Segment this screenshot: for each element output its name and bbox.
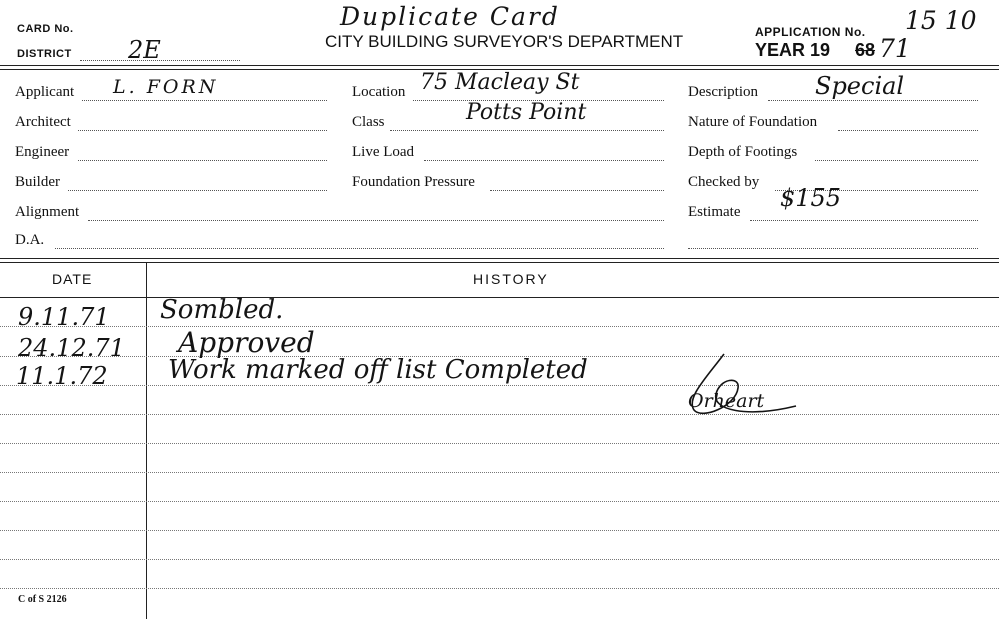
signature: Orheart [688,390,765,412]
form-code: C of S 2126 [18,594,67,605]
blank-line-right [688,248,978,249]
card-no-label: CARD No. [17,23,74,35]
location-value: 75 Macleay St [420,70,580,95]
year-struck-digits: 68 [855,40,876,60]
nature-of-foundation-label: Nature of Foundation [688,114,818,130]
history-entry-1: Sombled. [160,295,284,325]
history-rule-top [0,258,999,259]
alignment-line [88,220,664,221]
history-ruled-line [0,559,999,560]
year-label: YEAR 19 [755,40,831,60]
duplicate-card-note: Duplicate Card [340,2,560,31]
history-entry-2: Approved [178,326,315,359]
estimate-value: $155 [780,184,842,212]
applicant-label: Applicant [15,84,75,100]
architect-line [78,130,327,131]
history-rule-second [0,262,999,263]
description-label: Description [688,84,758,100]
class-value: Potts Point [466,100,587,125]
history-ruled-line [0,326,999,327]
foundation-pressure-label: Foundation Pressure [352,174,475,190]
history-date-2: 24.12.71 [18,334,125,362]
history-ruled-line [0,443,999,444]
history-date-3: 11.1.72 [16,362,108,390]
depth-of-footings-line [815,160,978,161]
depth-of-footings-label: Depth of Footings [688,144,798,160]
history-ruled-line [0,414,999,415]
alignment-label: Alignment [15,204,80,220]
history-entry-3: Work marked off list Completed [168,355,588,385]
live-load-label: Live Load [352,144,415,160]
class-line [390,130,664,131]
department-title: CITY BUILDING SURVEYOR'S DEPARTMENT [325,32,684,51]
application-value: 15 10 [905,6,977,35]
history-header-bottom-rule [0,297,999,298]
description-value: Special [815,72,905,100]
history-ruled-line [0,530,999,531]
builder-line [68,190,327,191]
builder-label: Builder [15,174,60,190]
date-header: DATE [52,271,93,287]
history-ruled-line [0,385,999,386]
date-column-divider [146,262,147,619]
history-ruled-line [0,501,999,502]
engineer-label: Engineer [15,144,70,160]
application-label: APPLICATION No. [755,25,866,39]
applicant-line [82,100,327,101]
signature-flourish [676,348,806,428]
estimate-line [750,220,978,221]
history-ruled-line [0,588,999,589]
applicant-value: L. FORN [113,76,219,98]
architect-label: Architect [15,114,71,130]
class-label: Class [352,114,385,130]
header-rule-top [0,65,999,66]
location-label: Location [352,84,406,100]
year-value: 71 [879,34,911,63]
estimate-label: Estimate [688,204,741,220]
da-label: D.A. [15,232,45,248]
history-date-1: 9.11.71 [18,303,110,331]
nature-of-foundation-line [838,130,978,131]
foundation-pressure-line [490,190,664,191]
history-header: HISTORY [473,271,549,287]
district-label: DISTRICT [17,48,72,60]
live-load-line [424,160,664,161]
da-line [55,248,664,249]
history-ruled-line [0,472,999,473]
description-line [768,100,978,101]
district-value: 2E [128,36,161,64]
checked-by-label: Checked by [688,174,760,190]
engineer-line [78,160,327,161]
